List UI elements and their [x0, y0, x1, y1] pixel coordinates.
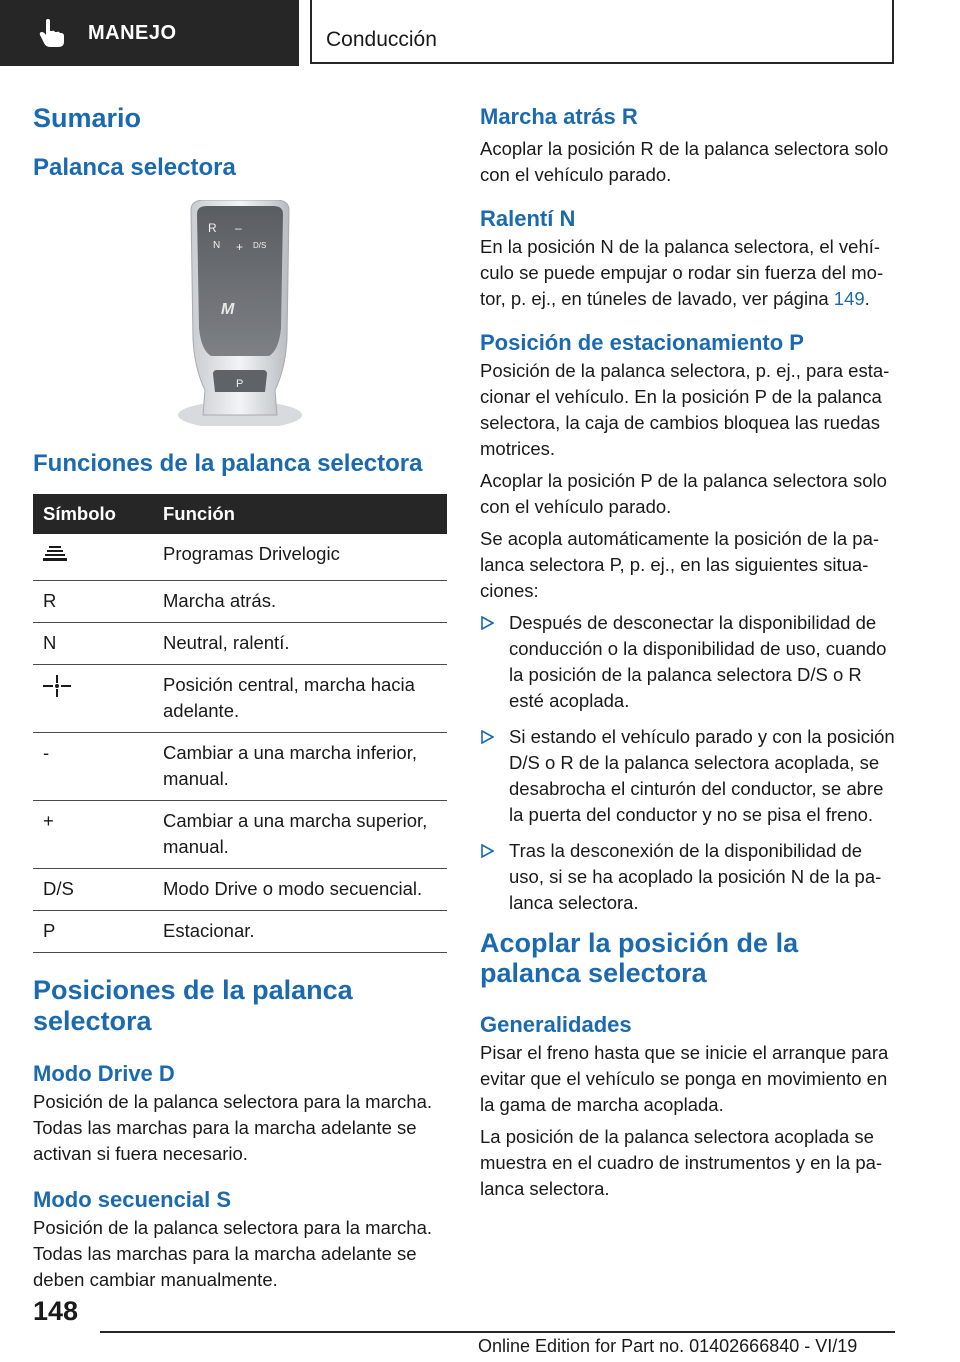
table-row [33, 733, 447, 801]
gear-lever-illustration [175, 200, 305, 426]
section-title: MANEJO [88, 21, 177, 44]
heading-generalidades: Generalidades [480, 1012, 632, 1037]
lever-label-n: N [213, 240, 221, 251]
function-cell: Cambiar a una marcha inferior, manual. [155, 733, 447, 801]
function-cell: Cambiar a una marcha superior, manual. [155, 801, 447, 869]
symbol-cell: - [33, 733, 155, 801]
table-row [33, 869, 447, 911]
list-item [480, 838, 900, 916]
list-item-text: Tras la desconexión de la disponibilidad de uso, si se ha acoplado la posición N de la palanca selectora. [509, 840, 882, 913]
paragraph-ralenti [480, 234, 900, 312]
heading-modo-drive: Modo Drive D [33, 1061, 175, 1086]
function-cell: Posición central, marcha hacia adelante. [155, 665, 447, 733]
heading-ralenti: Ralentí N [480, 206, 576, 231]
triangle-bullet-icon [480, 730, 494, 744]
function-cell: Modo Drive o modo secuencial. [155, 869, 447, 911]
symbol-cell: + [33, 801, 155, 869]
page-header [0, 0, 960, 66]
symbol-cell: N [33, 623, 155, 665]
heading-posiciones: Posiciones de la palanca selectora [33, 975, 353, 1036]
m-logo: M [221, 301, 235, 318]
list-item-text: Si estando el vehículo parado y con la posición D/S o R de la palanca selectora acoplada, se desabrocha el cinturón del conductor, se abre la puerta del conductor y no se pisa el freno. [509, 726, 895, 825]
table-row [33, 911, 447, 953]
table-header-row [33, 494, 447, 534]
page-number: 148 [33, 1296, 79, 1326]
list-item-text: Después de desconectar la disponibilidad de conducción o la disponibilidad de uso, cuando la posición de la palanca selectora D/S o R esté acoplada. [509, 612, 887, 711]
symbol-cell [33, 534, 155, 581]
heading-acoplar: Acoplar la posición de la palanca selectora [480, 928, 799, 988]
table-row [33, 801, 447, 869]
page-link[interactable]: 149 [833, 288, 865, 309]
col-header-simbolo: Símbolo [33, 494, 155, 534]
center-position-icon [43, 675, 71, 697]
lever-label-ds: D/S [253, 241, 267, 250]
functions-table [33, 494, 447, 953]
symbol-cell: P [33, 911, 155, 953]
table-row [33, 665, 447, 733]
situations-list [480, 610, 900, 916]
paragraph-estacionamiento-3: Se acopla automáticamente la posición de la palanca selectora P, p. ej., en las siguientes situaciones: [480, 528, 880, 601]
drivelogic-icon [43, 545, 69, 565]
function-cell: Marcha atrás. [155, 581, 447, 623]
section-tab [0, 0, 299, 66]
table-row [33, 623, 447, 665]
lever-label-p: P [236, 378, 244, 390]
paragraph-generalidades-2: La posición de la palanca selectora acoplada se muestra en el cuadro de instrumentos y en la palanca selectora. [480, 1126, 883, 1199]
heading-estacionamiento: Posición de estacionamiento P [480, 330, 804, 355]
chapter-tab [310, 0, 894, 64]
right-column [480, 98, 900, 1202]
triangle-bullet-icon [480, 844, 494, 858]
lever-label-r: R [208, 221, 217, 235]
left-column [33, 98, 447, 1293]
lever-label-plus: + [236, 240, 244, 254]
list-item [480, 610, 900, 714]
heading-sumario: Sumario [33, 103, 142, 133]
footer-divider [100, 1331, 895, 1333]
function-cell: Estacionar. [155, 911, 447, 953]
paragraph-modo-drive: Posición de la palanca selectora para la marcha. Todas las marchas para la marcha adelante se activan si fuera necesario. [33, 1091, 433, 1164]
paragraph-modo-secuencial: Posición de la palanca selectora para la marcha. Todas las marchas para la marcha adelante se deben cambiar manualmente. [33, 1217, 433, 1290]
paragraph-marcha-atras: Acoplar la posición R de la palanca selectora solo con el vehículo parado. [480, 138, 889, 185]
chapter-title: Conducción [326, 28, 437, 51]
triangle-bullet-icon [480, 616, 494, 630]
col-header-funcion: Función [155, 494, 447, 534]
paragraph-ralenti-text: En la posición N de la palanca selectora, el vehículo se puede empujar o rodar sin fuerza del motor, p. ej., en túneles de lavado, ver página [480, 236, 884, 309]
lever-label-minus: – [235, 221, 242, 235]
symbol-cell: R [33, 581, 155, 623]
hand-icon [38, 18, 66, 48]
list-item [480, 724, 900, 828]
heading-modo-secuencial: Modo secuencial S [33, 1187, 232, 1212]
edition-note: Online Edition for Part no. 01402666840 - VI/19 [478, 1336, 858, 1356]
table-row [33, 581, 447, 623]
heading-marcha-atras: Marcha atrás R [480, 104, 638, 129]
paragraph-estacionamiento-2: Acoplar la posición P de la palanca selectora solo con el vehículo parado. [480, 470, 887, 517]
paragraph-estacionamiento-1: Posición de la palanca selectora, p. ej., para estacionar el vehículo. En la posición P de la palanca selectora, la caja de cambios bloquea las ruedas motrices. [480, 360, 890, 459]
symbol-cell: D/S [33, 869, 155, 911]
symbol-cell [33, 665, 155, 733]
heading-palanca-selectora: Palanca selectora [33, 154, 236, 181]
function-cell: Programas Drivelogic [155, 534, 447, 581]
table-row [33, 534, 447, 581]
paragraph-ralenti-end: . [864, 288, 870, 309]
heading-funciones: Funciones de la palanca selectora [33, 450, 423, 477]
paragraph-generalidades-1: Pisar el freno hasta que se inicie el arranque para evitar que el vehículo se ponga en movimiento en la gama de marcha acoplada. [480, 1042, 889, 1115]
function-cell: Neutral, ralentí. [155, 623, 447, 665]
